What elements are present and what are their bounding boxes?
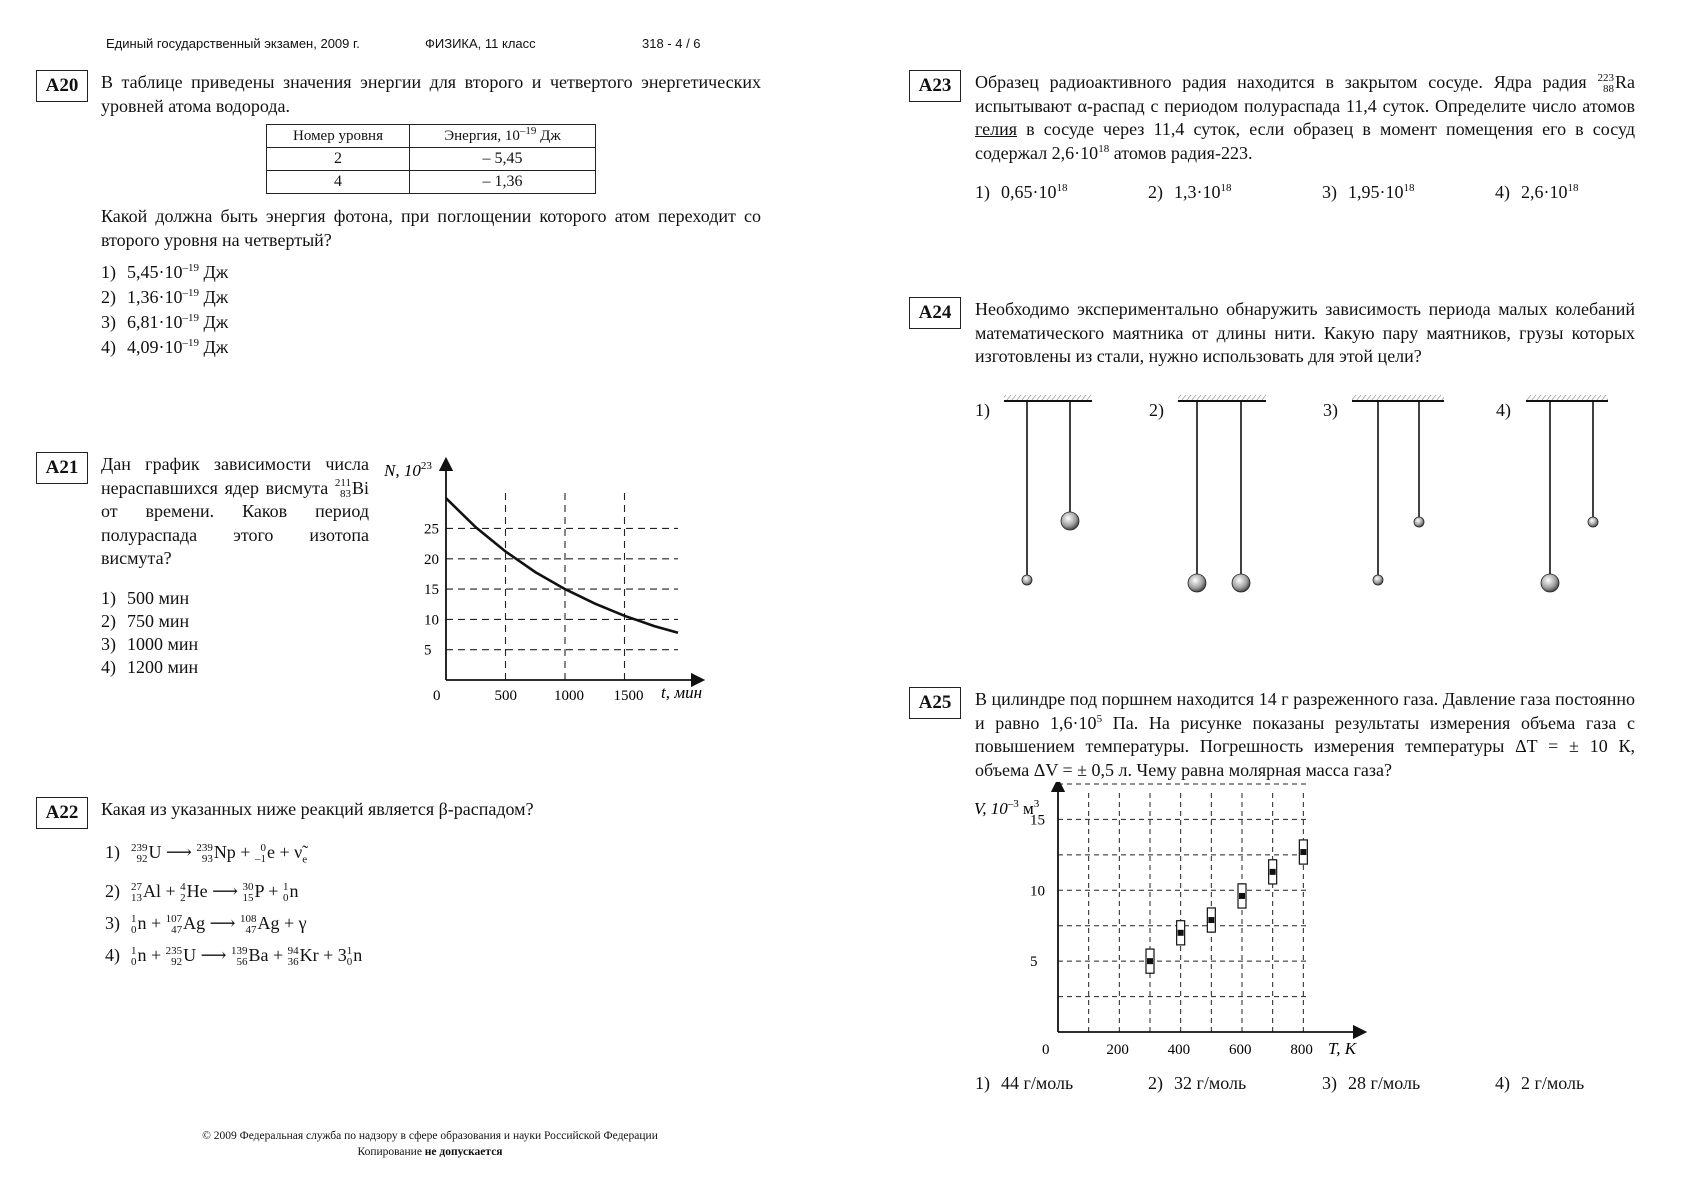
y-tick-label: 5 (424, 642, 432, 659)
a24-option-3-label[interactable]: 3) (1323, 400, 1338, 420)
x-tick-label: 500 (494, 688, 517, 704)
a25-text: В цилиндре под поршнем находится 14 г разреженного газа. Давление газа постоянно и равно $1,6\cdot 10^5$ Па. На рисунке показаны результаты измерения объема газа с повышением температуры. Погрешность измерения температуры ΔT = ± 10 К, объема ΔV = ± 0,5 л. Чему равна молярная масса газа? (975, 689, 1635, 780)
y-tick-label: 5 (1030, 954, 1038, 971)
y-axis-label: N, $10^{23}$ (384, 460, 432, 480)
a20-text: В таблице приведены значения энергии для второго и четвертого энергетических уровней атома водорода. (101, 72, 761, 116)
data-point (1238, 884, 1246, 908)
small-bob (1373, 575, 1383, 585)
question-label-a20: A20 (36, 70, 88, 102)
data-point (1177, 921, 1185, 945)
question-label-a22: A22 (36, 797, 88, 829)
a20-option-3[interactable]: 3) $6,81\cdot 10^{-19}$ Дж (101, 312, 229, 332)
a23-option-1[interactable]: 1) $0,65\cdot 10^{18}$ (975, 182, 1068, 202)
x-tick-label: 800 (1290, 1042, 1313, 1058)
table-row: 2 – 5,45 (267, 148, 596, 171)
a21-option-2[interactable]: 2) 750 мин (101, 611, 190, 631)
large-bob (1188, 574, 1206, 592)
y-tick-label: 15 (424, 582, 439, 599)
a21-option-3[interactable]: 3) 1000 мин (101, 634, 199, 654)
a22-option-2[interactable]: 2) 27 13 Al + 4 2 He ⟶ 30 15 P + 1 0 n (105, 880, 299, 904)
y-tick-label: 25 (424, 521, 439, 538)
question-label-a25: A25 (909, 687, 961, 719)
question-label-a23: A23 (909, 70, 961, 102)
x-tick-label: 1000 (554, 688, 584, 704)
x-tick-label: 400 (1167, 1042, 1191, 1058)
isotope-ra: 223 88 (1597, 71, 1615, 95)
pendulum-pair-2[interactable] (1178, 395, 1266, 592)
point-marker (1208, 917, 1214, 923)
a21-text: Дан график зависимости числа нераспавшихся ядер висмута 211 83 Bi от времени. Каков период полураспада этого изотопа висмута? (101, 454, 369, 569)
footer-copyright: © 2009 Федеральная служба по надзору в сфере образования и науки Российской Федерации (202, 1130, 658, 1142)
a25-option-2[interactable]: 2) 32 г/моль (1148, 1073, 1247, 1093)
data-point (1299, 840, 1307, 864)
a24-text: Необходимо экспериментально обнаружить зависимость периода малых колебаний математического маятника от длины нити. Какую пару маятников, грузы которых изготовлены из стали, нужно использовать для этой цели? (975, 299, 1635, 366)
header-subject: ФИЗИКА, 11 класс (425, 36, 536, 51)
small-bob (1414, 517, 1424, 527)
pendulum-pair-1[interactable] (1004, 395, 1092, 585)
y-tick-label: 10 (1030, 883, 1045, 900)
point-marker (1300, 849, 1306, 855)
header-page: 318 - 4 / 6 (642, 36, 701, 51)
data-point (1269, 860, 1277, 884)
x-tick-label: 200 (1106, 1042, 1129, 1058)
a20-option-4[interactable]: 4) $4,09\cdot 10^{-19}$ Дж (101, 337, 229, 357)
large-bob (1232, 574, 1250, 592)
a20-option-1[interactable]: 1) $5,45\cdot 10^{-19}$ Дж (101, 262, 229, 282)
a21-option-4[interactable]: 4) 1200 мин (101, 657, 199, 677)
a20-option-2[interactable]: 2) $1,36\cdot 10^{-19}$ Дж (101, 287, 229, 307)
table-header-level: Номер уровня (267, 125, 410, 148)
chart-grid (1058, 784, 1309, 1032)
footer-copy-notice: Копирование не допускается (357, 1146, 503, 1158)
y-tick-label: 15 (1030, 812, 1045, 829)
a23-option-2[interactable]: 2) $1,3\cdot 10^{18}$ (1148, 182, 1232, 202)
pendulum-pair-4[interactable] (1526, 395, 1608, 592)
chart-grid (446, 488, 678, 680)
a23-option-3[interactable]: 3) $1,95\cdot 10^{18}$ (1322, 182, 1415, 202)
y-tick-label: 10 (424, 612, 439, 629)
small-bob (1022, 575, 1032, 585)
a24-option-4-label[interactable]: 4) (1496, 400, 1511, 420)
x-axis-label: t, мин (661, 683, 703, 702)
isotope-bi: 211 83 (334, 477, 351, 501)
point-marker (1270, 869, 1276, 875)
question-label-a24: A24 (909, 297, 961, 329)
a21-option-1[interactable]: 1) 500 мин (101, 588, 190, 608)
a25-option-4[interactable]: 4) 2 г/моль (1495, 1073, 1585, 1093)
a22-option-3[interactable]: 3) 1 0 n + 107 47 Ag ⟶ 108 47 Ag + γ (105, 912, 307, 936)
decay-chart (380, 455, 720, 715)
table-header-energy: Энергия, $10^{-19}$ Дж (410, 125, 596, 148)
decay-curve (446, 498, 678, 633)
question-label-a21: A21 (36, 452, 88, 484)
a25-option-1[interactable]: 1) 44 г/моль (975, 1073, 1074, 1093)
energy-table (266, 124, 596, 194)
a22-option-1[interactable]: 1) 239 92 U ⟶ 239 93 Np + 0 –1 $e + \nũ_e$ (105, 841, 308, 866)
a22-option-4[interactable]: 4) 1 0 n + 235 92 U ⟶ 139 56 Ba + 94 36 Kr + 3 1 0 n (105, 944, 363, 968)
y-axis-label: V, $10^{-3}$ $м^3$ (974, 798, 1040, 818)
a24-option-2-label[interactable]: 2) (1149, 400, 1164, 420)
table-row: 4 – 1,36 (267, 171, 596, 194)
large-bob (1061, 512, 1079, 530)
a24-option-1-label[interactable]: 1) (975, 400, 990, 420)
x-tick-label: 600 (1229, 1042, 1252, 1058)
point-marker (1147, 958, 1153, 964)
a23-text: Образец радиоактивного радия находится в закрытом сосуде. Ядра радия 223 88 Ra испытывают α-распад с периодом полураспада 11,4 суток. Определите число атомов гелия в сосуде через 11,4 суток, если образец в момент помещения его в сосуд содержал $2,6\cdot 10^{18}$ атомов радия-223. (975, 71, 1636, 163)
large-bob (1541, 574, 1559, 592)
point-marker (1239, 893, 1245, 899)
pendulums-figure (990, 390, 1630, 600)
a23-option-4[interactable]: 4) $2,6\cdot 10^{18}$ (1495, 182, 1579, 202)
x-tick-label: 0 (433, 688, 441, 704)
small-bob (1588, 517, 1598, 527)
a22-text: Какая из указанных ниже реакций является β-распадом? (101, 799, 534, 819)
a25-option-3[interactable]: 3) 28 г/моль (1322, 1073, 1421, 1093)
point-marker (1178, 930, 1184, 936)
x-tick-label: 0 (1042, 1042, 1050, 1058)
volume-temperature-chart (970, 782, 1370, 1060)
x-axis-label: T, К (1328, 1039, 1356, 1058)
y-tick-label: 20 (424, 551, 439, 568)
header-exam: Единый государственный экзамен, 2009 г. (106, 36, 360, 51)
a20-question: Какой должна быть энергия фотона, при поглощении которого атом переходит со второго уровня на четвертый? (101, 206, 761, 250)
data-point (1146, 949, 1154, 973)
pendulum-pair-3[interactable] (1352, 395, 1444, 585)
x-tick-label: 1500 (613, 688, 644, 704)
data-point (1207, 908, 1215, 932)
